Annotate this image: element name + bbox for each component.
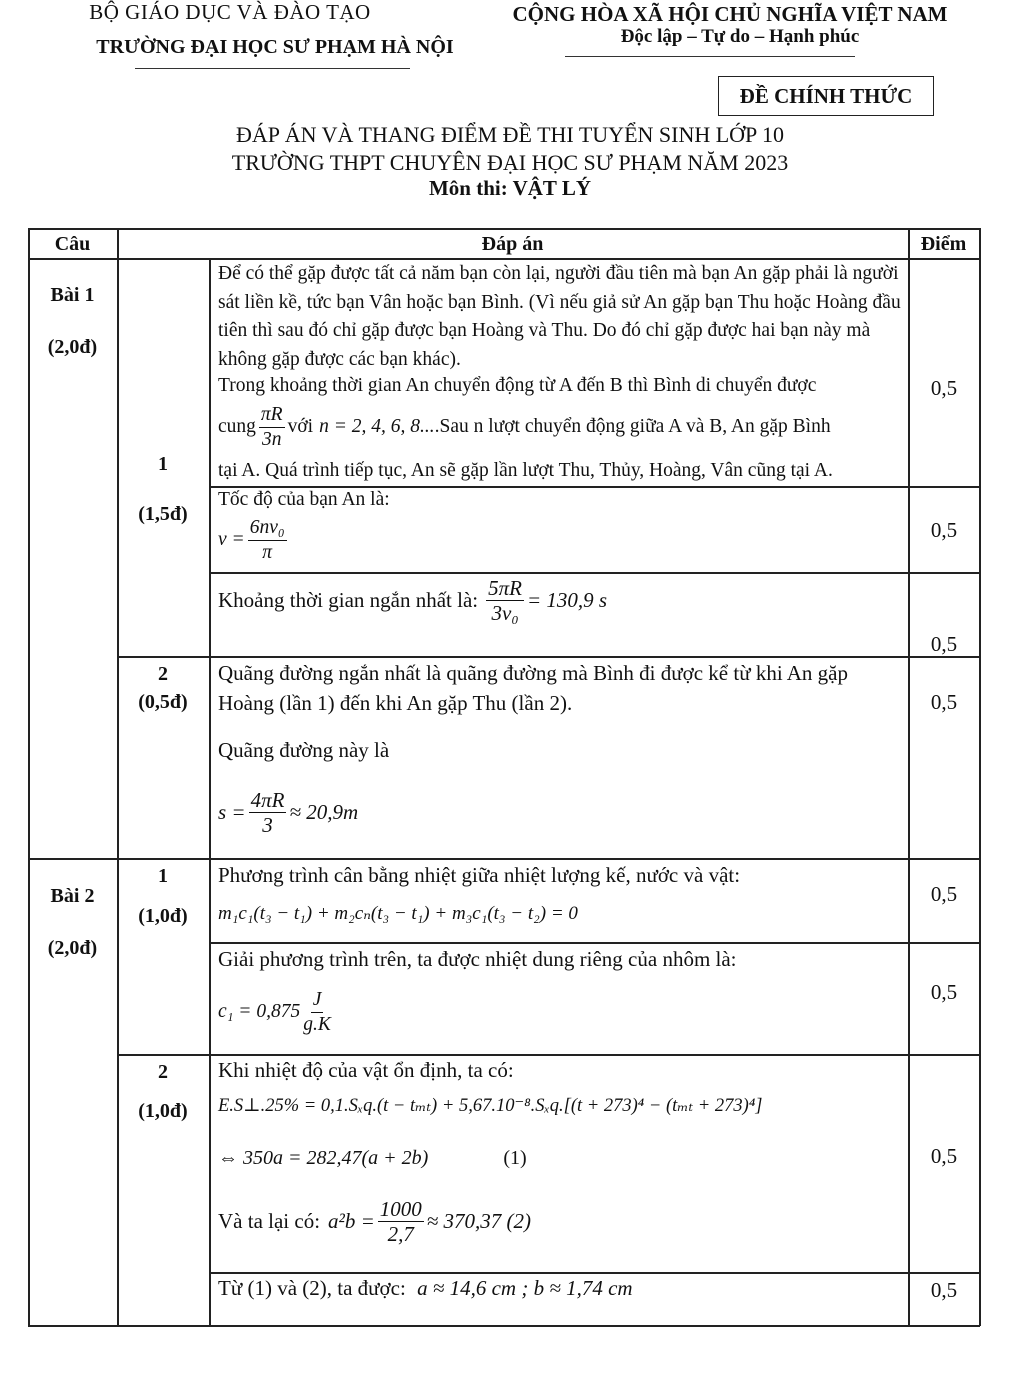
bai1-points: (2,0đ) [47, 336, 98, 358]
bai1-part1-points: (1,5đ) [138, 503, 188, 525]
bai1-distance-formula: s = $\frac{4\pi R}{3}$ ≈ 20,9m [218, 787, 359, 837]
bai2-part2-points: (1,0đ) [138, 1100, 188, 1122]
col-header-diem: Điểm [920, 233, 967, 255]
bai2-equation-2: Và ta lại có: a²b = $\frac{1000}{2,7}$ ≈ 370,37 (2) [218, 1196, 532, 1246]
bai1-row2-text: Tốc độ của bạn An là: [218, 489, 390, 510]
bai2-part2-num: 2 [158, 1061, 168, 1083]
bai2-equation-1: ⇔ 350a = 282,47(a + 2b) (1) [218, 1147, 527, 1169]
bai2-row1-score: 0,5 [930, 882, 958, 906]
bai2-points: (2,0đ) [47, 937, 98, 959]
bai1-label: Bài 1 [50, 284, 95, 306]
republic-name: CỘNG HÒA XÃ HỘI CHỦ NGHĨA VIỆT NAM [512, 2, 948, 26]
bai1-row1-formula: cung $\frac{\pi R}{3n}$ với n = 2, 4, 6, 8... .Sau n lượt chuyển động giữa A và B, An gặp Bình [218, 403, 831, 450]
bai2-row3-score: 0,5 [930, 1144, 958, 1168]
col-header-dapan: Đáp án [481, 233, 544, 255]
bai1-n-values: n = 2, 4, 6, 8... [319, 415, 435, 437]
official-badge: ĐỀ CHÍNH THỨC [718, 76, 934, 116]
bai1-speed-formula: v = $\frac{\text{6nv₀}}{\pi}$ [218, 516, 285, 563]
bai1-part2-num: 2 [158, 663, 168, 685]
bai1-cung: cung [218, 415, 256, 437]
bai1-part1-num: 1 [158, 453, 168, 475]
bai2-row3-text: Khi nhiệt độ của vật ổn định, ta có: [218, 1058, 514, 1082]
bai2-row2-text: Giải phương trình trên, ta được nhiệt dung riêng của nhôm là: [218, 947, 737, 971]
school-name: TRƯỜNG ĐẠI HỌC SƯ PHẠM HÀ NỘI [96, 36, 454, 58]
bai2-row1-text: Phương trình cân bằng nhiệt giữa nhiệt lượng kế, nước và vật: [218, 863, 741, 887]
bai2-part1-points: (1,0đ) [138, 905, 188, 927]
bai1-row1-text3: tại A. Quá trình tiếp tục, An sẽ gặp lần lượt Thu, Thủy, Hoàng, Vân cũng tại A. [218, 460, 833, 481]
bai2-part1-num: 1 [158, 865, 168, 887]
bai1-row4-text: Quãng đường ngắn nhất là quãng đường mà Bình đi được kể từ khi An gặp Hoàng (lần 1) đến khi An gặp Thu (lần 2). [218, 661, 848, 715]
bai1-row1-text2: Trong khoảng thời gian An chuyển động từ A đến B thì Bình di chuyển được [218, 375, 817, 396]
bai1-row3-score: 0,5 [930, 632, 958, 656]
bai1-arc-fraction: $\frac{\pi R}{3n}$ [260, 403, 283, 450]
motto: Độc lập – Tự do – Hạnh phúc [620, 26, 860, 47]
bai1-row1-score: 0,5 [930, 376, 958, 400]
ministry-name: BỘ GIÁO DỤC VÀ ĐÀO TẠO [89, 0, 371, 24]
bai2-row2-score: 0,5 [930, 980, 958, 1004]
bai2-label: Bài 2 [50, 885, 95, 907]
bai1-row1-text: Để có thể gặp được tất cả năm bạn còn lại, người đầu tiên mà bạn An gặp phải là người sát liền kề, tức bạn Vân hoặc bạn Bình. (Vì nếu giả sử An gặp bạn Thu hoặc Hoàng đầu tiên thì sau đó chỉ gặp được bạn Hoàng và Thu. Do đó chỉ gặp được hai bạn này mà không gặp được các bạn khác). [218, 263, 901, 370]
bai1-row2-score: 0,5 [930, 518, 958, 542]
doc-title-line2: TRƯỜNG THPT CHUYÊN ĐẠI HỌC SƯ PHẠM NĂM 2023 [231, 150, 789, 175]
bai1-row4-score: 0,5 [930, 690, 958, 714]
col-header-cau: Câu [54, 233, 91, 255]
bai2-specific-heat: c₁ = 0,875 $\frac{J}{g.K}$ [218, 988, 331, 1035]
bai2-result: Từ (1) và (2), ta được: a ≈ 14,6 cm ; b ≈ 1,74 cm [218, 1276, 633, 1300]
doc-subject: Môn thi: VẬT LÝ [428, 176, 591, 200]
bai1-row4-text2: Quãng đường này là [218, 738, 390, 762]
bai2-row4-score: 0,5 [930, 1278, 958, 1302]
bai2-radiation-equation: E.S⊥.25% = 0,1.Sₓq.(t − tₘₜ) + 5,67.10⁻⁸.Sₓq.[(t + 273)⁴ − (tₘₜ + 273)⁴] [218, 1096, 763, 1116]
bai2-heat-equation: m₁c₁(t₃ − t₁) + m₂cₙ(t₃ − t₁) + m₃c₁(t₃ − t₂) = 0 [218, 903, 578, 924]
bai1-time-formula: Khoảng thời gian ngắn nhất là: $\frac{5\pi R}{\text{3v₀}}$ = 130,9 s [218, 575, 608, 625]
bai1-part2-points: (0,5đ) [138, 691, 188, 713]
doc-title-line1: ĐÁP ÁN VÀ THANG ĐIỂM ĐỀ THI TUYỂN SINH LỚP 10 [236, 122, 784, 147]
